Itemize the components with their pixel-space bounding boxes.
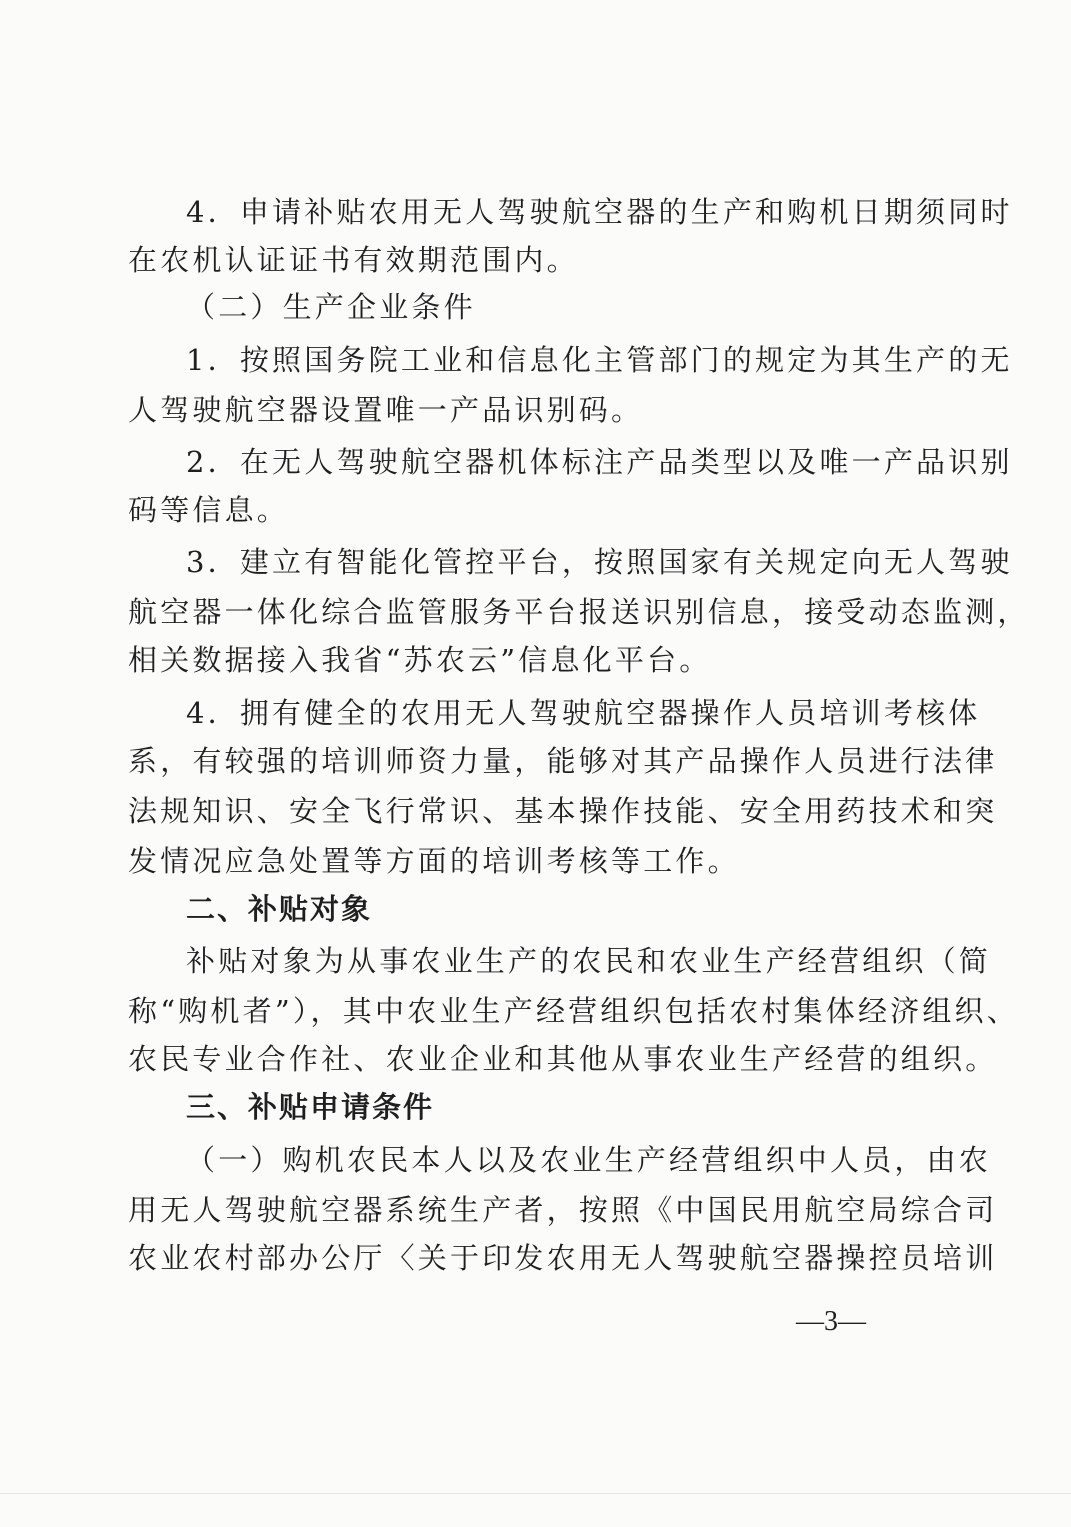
- paragraph-line: 4．拥有健全的农用无人驾驶航空器操作人员培训考核体: [186, 696, 981, 730]
- paragraph-line: 相关数据接入我省“苏农云”信息化平台。: [128, 643, 712, 677]
- paragraph-line: 4．申请补贴农用无人驾驶航空器的生产和购机日期须同时: [186, 195, 1013, 229]
- paragraph-line: 人驾驶航空器设置唯一产品识别码。: [128, 393, 644, 427]
- paragraph-line: （一）购机农民本人以及农业生产经营组织中人员，由农: [186, 1143, 992, 1177]
- paragraph-line: 码等信息。: [128, 493, 290, 527]
- section-heading: 三、补贴申请条件: [186, 1090, 435, 1124]
- paragraph-line: 法规知识、安全飞行常识、基本操作技能、安全用药技术和突: [128, 794, 998, 828]
- paragraph-line: 补贴对象为从事农业生产的农民和农业生产经营组织（简: [186, 944, 992, 978]
- paragraph-line: 农业农村部办公厅〈关于印发农用无人驾驶航空器操控员培训: [128, 1241, 998, 1275]
- paragraph-line: 1．按照国务院工业和信息化主管部门的规定为其生产的无: [186, 343, 1013, 377]
- page-number: —3—: [796, 1306, 866, 1337]
- paragraph-line: 2．在无人驾驶航空器机体标注产品类型以及唯一产品识别: [186, 445, 1013, 479]
- paragraph-line: 称“购机者”），其中农业生产经营组织包括农村集体经济组织、: [128, 994, 1019, 1028]
- section-heading: 二、补贴对象: [186, 892, 373, 926]
- paragraph-line: 系，有较强的培训师资力量，能够对其产品操作人员进行法律: [128, 744, 998, 778]
- paragraph-line: 3．建立有智能化管控平台，按照国家有关规定向无人驾驶: [186, 545, 1013, 579]
- paragraph-line: 航空器一体化综合监管服务平台报送识别信息，接受动态监测，: [128, 595, 1030, 629]
- section-subtitle: （二）生产企业条件: [186, 290, 476, 324]
- paragraph-line: 用无人驾驶航空器系统生产者，按照《中国民用航空局综合司: [128, 1193, 998, 1227]
- paragraph-line: 在农机认证证书有效期范围内。: [128, 243, 579, 277]
- scan-edge-divider: [0, 1493, 1071, 1494]
- paragraph-line: 发情况应急处置等方面的培训考核等工作。: [128, 844, 740, 878]
- paragraph-line: 农民专业合作社、农业企业和其他从事农业生产经营的组织。: [128, 1042, 998, 1076]
